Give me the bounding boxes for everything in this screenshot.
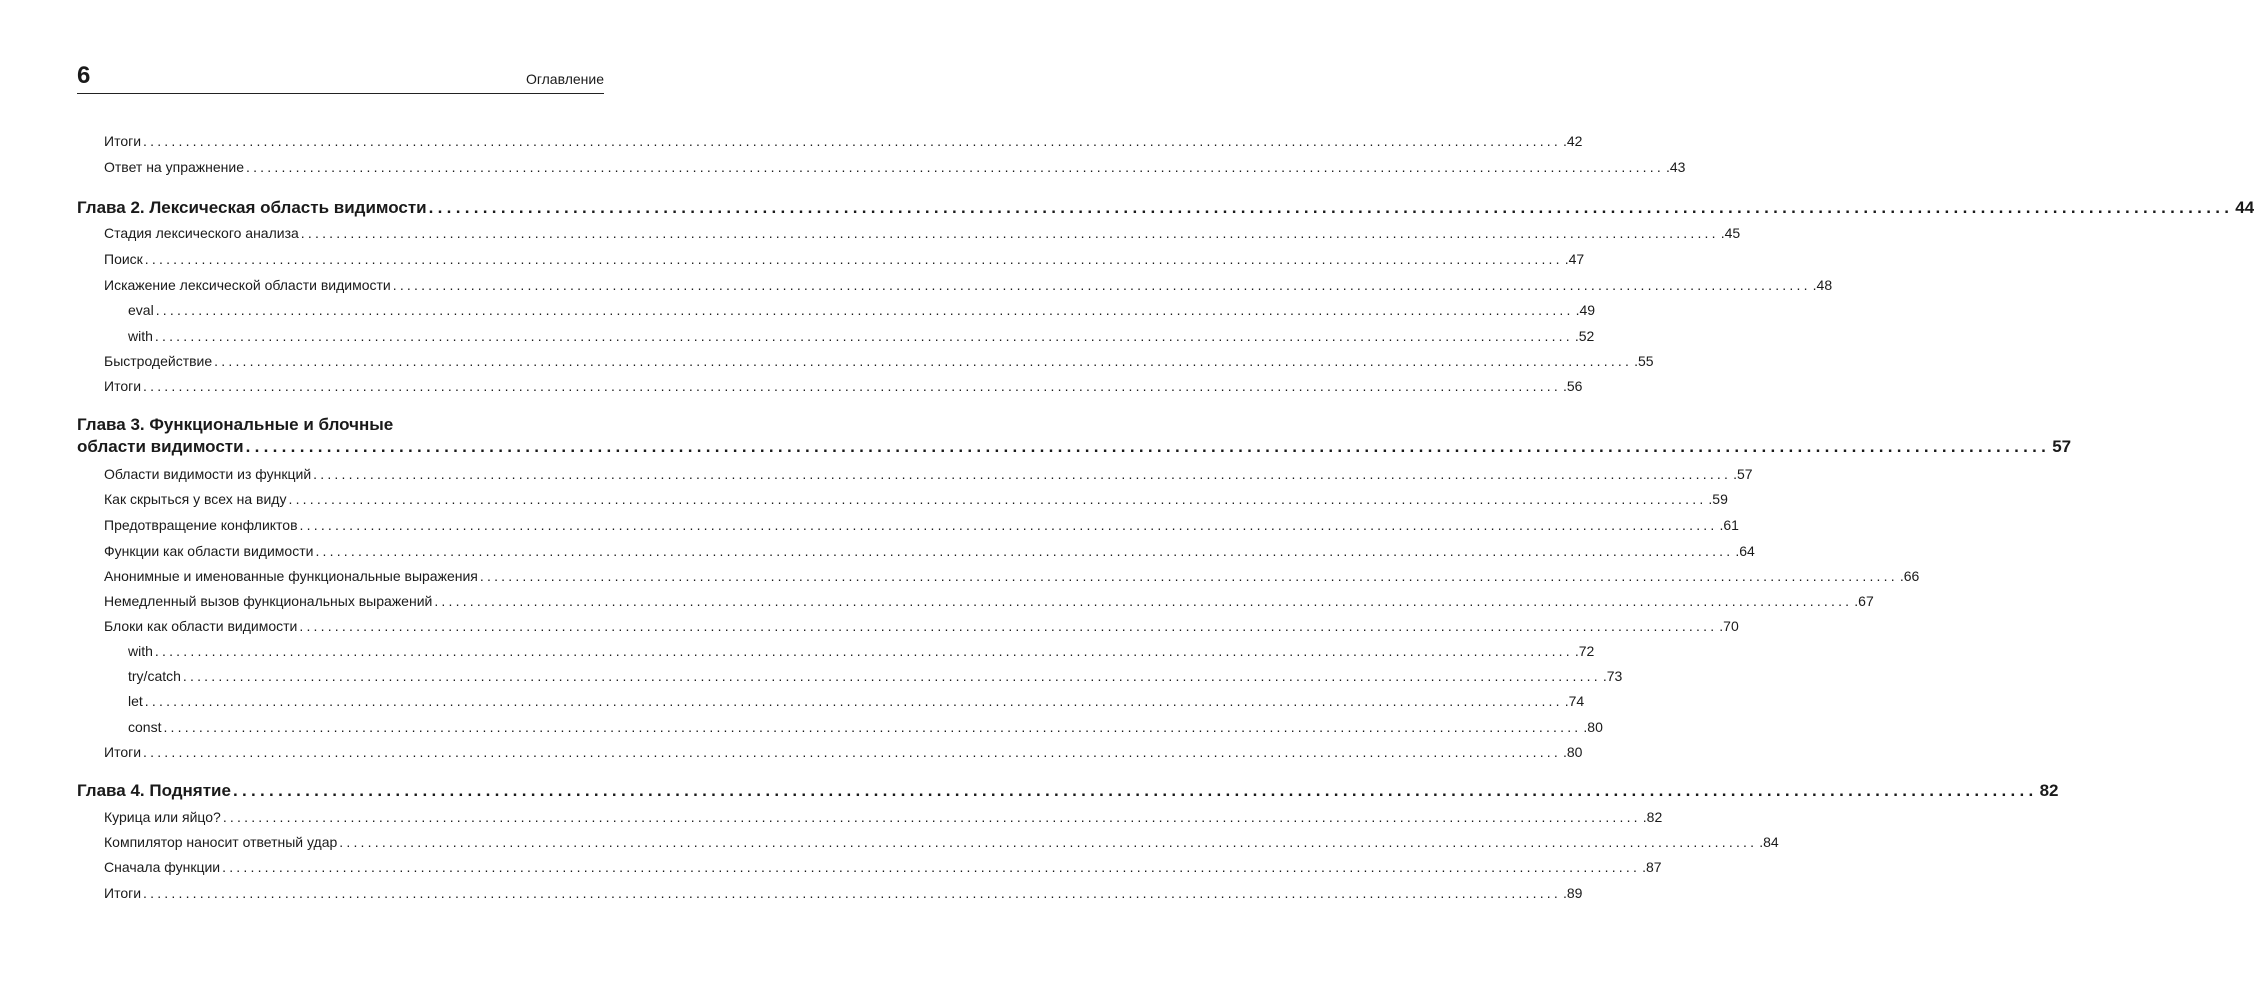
toc-entry-label: Быстродействие: [104, 353, 213, 369]
toc-entry[interactable]: [104, 224, 1741, 242]
leader-dots: ........................................................................................................................................................................................................: [144, 693, 1563, 709]
toc-entry-label: Компилятор наносит ответный удар: [104, 834, 338, 850]
chapter-page: 44: [2235, 198, 2254, 217]
leader-dots: ........................................................................................................................................................................................................: [288, 491, 1707, 507]
toc-entry[interactable]: [104, 884, 1583, 902]
toc-chapter-2[interactable]: [77, 197, 2254, 219]
leader-dots: ........................................................................................................................................................................................................: [214, 353, 1633, 369]
leader-dots: ........................................................................................................................................................................................................: [428, 198, 2234, 217]
leader-dots: ........................................................................................................................................................................................................: [155, 302, 1574, 318]
toc-entry-label: Поиск: [104, 251, 143, 267]
toc-entry[interactable]: [104, 352, 1654, 370]
toc-entry-page: .74: [1564, 693, 1585, 709]
toc-entry-label: try/catch: [128, 668, 181, 684]
toc-entry-page: .67: [1854, 593, 1874, 609]
toc-entry-page: .70: [1719, 618, 1739, 634]
page-header: [77, 62, 604, 92]
toc-entry-label: Стадия лексического анализа: [104, 225, 299, 241]
toc-chapter-4[interactable]: [77, 780, 2059, 802]
toc-entry[interactable]: [104, 276, 1833, 294]
toc-entry-label: Предотвращение конфликтов: [104, 517, 298, 533]
toc-entry-label: Искажение лексической области видимости: [104, 277, 391, 293]
toc-entry-page: .45: [1720, 225, 1741, 241]
leader-dots: ........................................................................................................................................................................................................: [222, 859, 1641, 875]
toc-entry-page: .87: [1642, 859, 1662, 875]
toc-entry-page: .61: [1719, 517, 1739, 533]
toc-entry-page: .43: [1665, 159, 1686, 175]
chapter-title-line1: Глава 3. Функциональные и блочные: [77, 415, 394, 434]
toc-entry-page: .55: [1634, 353, 1654, 369]
toc-entry-label: const: [128, 719, 162, 735]
toc-entry-label: Итоги: [104, 744, 142, 760]
leader-dots: ........................................................................................................................................................................................................: [300, 225, 1719, 241]
toc-entry[interactable]: [104, 833, 1779, 851]
toc-entry-page: .72: [1574, 643, 1595, 659]
leader-dots: ........................................................................................................................................................................................................: [143, 133, 1561, 149]
toc-entry[interactable]: [104, 516, 1739, 534]
toc-entry-label: Сначала функции: [104, 859, 221, 875]
toc-entry-label: Ответ на упражнение: [104, 159, 244, 175]
toc-entry-page: .57: [1733, 466, 1753, 482]
leader-dots: ........................................................................................................................................................................................................: [245, 437, 2051, 456]
toc-entry[interactable]: [104, 132, 1583, 150]
toc-entry[interactable]: [104, 743, 1583, 761]
toc-entry-label: Блоки как области видимости: [104, 618, 298, 634]
leader-dots: ........................................................................................................................................................................................................: [222, 809, 1641, 825]
toc-subentry[interactable]: [128, 642, 1595, 660]
toc-entry[interactable]: [104, 617, 1739, 635]
chapter-page: 82: [2039, 781, 2059, 800]
toc-entry-label: with: [128, 328, 153, 344]
leader-dots: ........................................................................................................................................................................................................: [479, 568, 1898, 584]
leader-dots: ........................................................................................................................................................................................................: [154, 328, 1573, 344]
leader-dots: ........................................................................................................................................................................................................: [143, 885, 1561, 901]
toc-entry-page: .89: [1562, 885, 1583, 901]
toc-entry-page: .66: [1899, 568, 1920, 584]
toc-entry[interactable]: [104, 858, 1662, 876]
toc-entry-label: Немедленный вызов функциональных выражений: [104, 593, 433, 609]
leader-dots: ........................................................................................................................................................................................................: [313, 466, 1732, 482]
toc-entry[interactable]: [104, 250, 1585, 268]
toc-subentry[interactable]: [128, 301, 1596, 319]
chapter-title-line2: области видимости: [77, 437, 244, 456]
leader-dots: ........................................................................................................................................................................................................: [315, 543, 1734, 559]
toc-entry-page: .84: [1759, 834, 1779, 850]
toc-entry[interactable]: [104, 465, 1753, 483]
toc-entry-label: Области видимости из функций: [104, 466, 312, 482]
toc-subentry[interactable]: [128, 692, 1585, 710]
toc-entry[interactable]: [104, 542, 1755, 560]
toc-entry[interactable]: [104, 490, 1728, 508]
toc-entry-page: .42: [1562, 133, 1583, 149]
toc-entry-label: eval: [128, 302, 154, 318]
toc-entry-label: Курица или яйцо?: [104, 809, 221, 825]
toc-entry-label: Функции как области видимости: [104, 543, 314, 559]
toc-entry-page: .47: [1564, 251, 1585, 267]
toc-entry[interactable]: [104, 808, 1663, 826]
toc-entry[interactable]: [104, 377, 1583, 395]
chapter-page: 57: [2052, 437, 2072, 456]
leader-dots: ........................................................................................................................................................................................................: [143, 744, 1561, 760]
toc-entry-label: Как скрыться у всех на виду: [104, 491, 287, 507]
toc-subentry[interactable]: [128, 718, 1603, 736]
header-divider: [77, 93, 604, 94]
toc-entry-page: .48: [1812, 277, 1833, 293]
chapter-title: Глава 4. Поднятие: [77, 781, 231, 800]
toc-entry-page: .82: [1642, 809, 1663, 825]
toc-subentry[interactable]: [128, 327, 1595, 345]
leader-dots: ........................................................................................................................................................................................................: [299, 618, 1718, 634]
toc-entry-page: .80: [1562, 744, 1583, 760]
leader-dots: ........................................................................................................................................................................................................: [246, 159, 1664, 175]
toc-entry-label: let: [128, 693, 143, 709]
leader-dots: ........................................................................................................................................................................................................: [392, 277, 1811, 293]
leader-dots: ........................................................................................................................................................................................................: [232, 781, 2038, 800]
chapter-title: Глава 2. Лексическая область видимости: [77, 198, 427, 217]
leader-dots: ........................................................................................................................................................................................................: [299, 517, 1718, 533]
leader-dots: ........................................................................................................................................................................................................: [339, 834, 1758, 850]
toc-entry-page: .73: [1602, 668, 1623, 684]
toc-entry-label: Итоги: [104, 885, 142, 901]
running-header-title: Оглавление: [525, 71, 604, 87]
leader-dots: ........................................................................................................................................................................................................: [182, 668, 1601, 684]
toc-entry[interactable]: [104, 158, 1686, 176]
toc-entry-page: .80: [1583, 719, 1603, 735]
toc-entry-page: .64: [1735, 543, 1755, 559]
page-number: 6: [77, 62, 91, 89]
toc-chapter-3[interactable]: [77, 436, 2072, 458]
toc-entry-page: .56: [1562, 378, 1583, 394]
toc-entry-page: .52: [1574, 328, 1595, 344]
leader-dots: ........................................................................................................................................................................................................: [434, 593, 1853, 609]
leader-dots: ........................................................................................................................................................................................................: [154, 643, 1573, 659]
leader-dots: ........................................................................................................................................................................................................: [143, 378, 1561, 394]
toc-entry-label: Итоги: [104, 133, 142, 149]
toc-entry-label: with: [128, 643, 153, 659]
toc-entry-label: Анонимные и именованные функциональные выражения: [104, 568, 478, 584]
toc-entry[interactable]: [104, 567, 1920, 585]
leader-dots: ........................................................................................................................................................................................................: [163, 719, 1582, 735]
toc-entry-page: .49: [1575, 302, 1596, 318]
toc-entry-label: Итоги: [104, 378, 142, 394]
toc-entry[interactable]: [104, 592, 1874, 610]
leader-dots: ........................................................................................................................................................................................................: [144, 251, 1563, 267]
toc-subentry[interactable]: [128, 667, 1623, 685]
toc-entry-page: .59: [1708, 491, 1728, 507]
